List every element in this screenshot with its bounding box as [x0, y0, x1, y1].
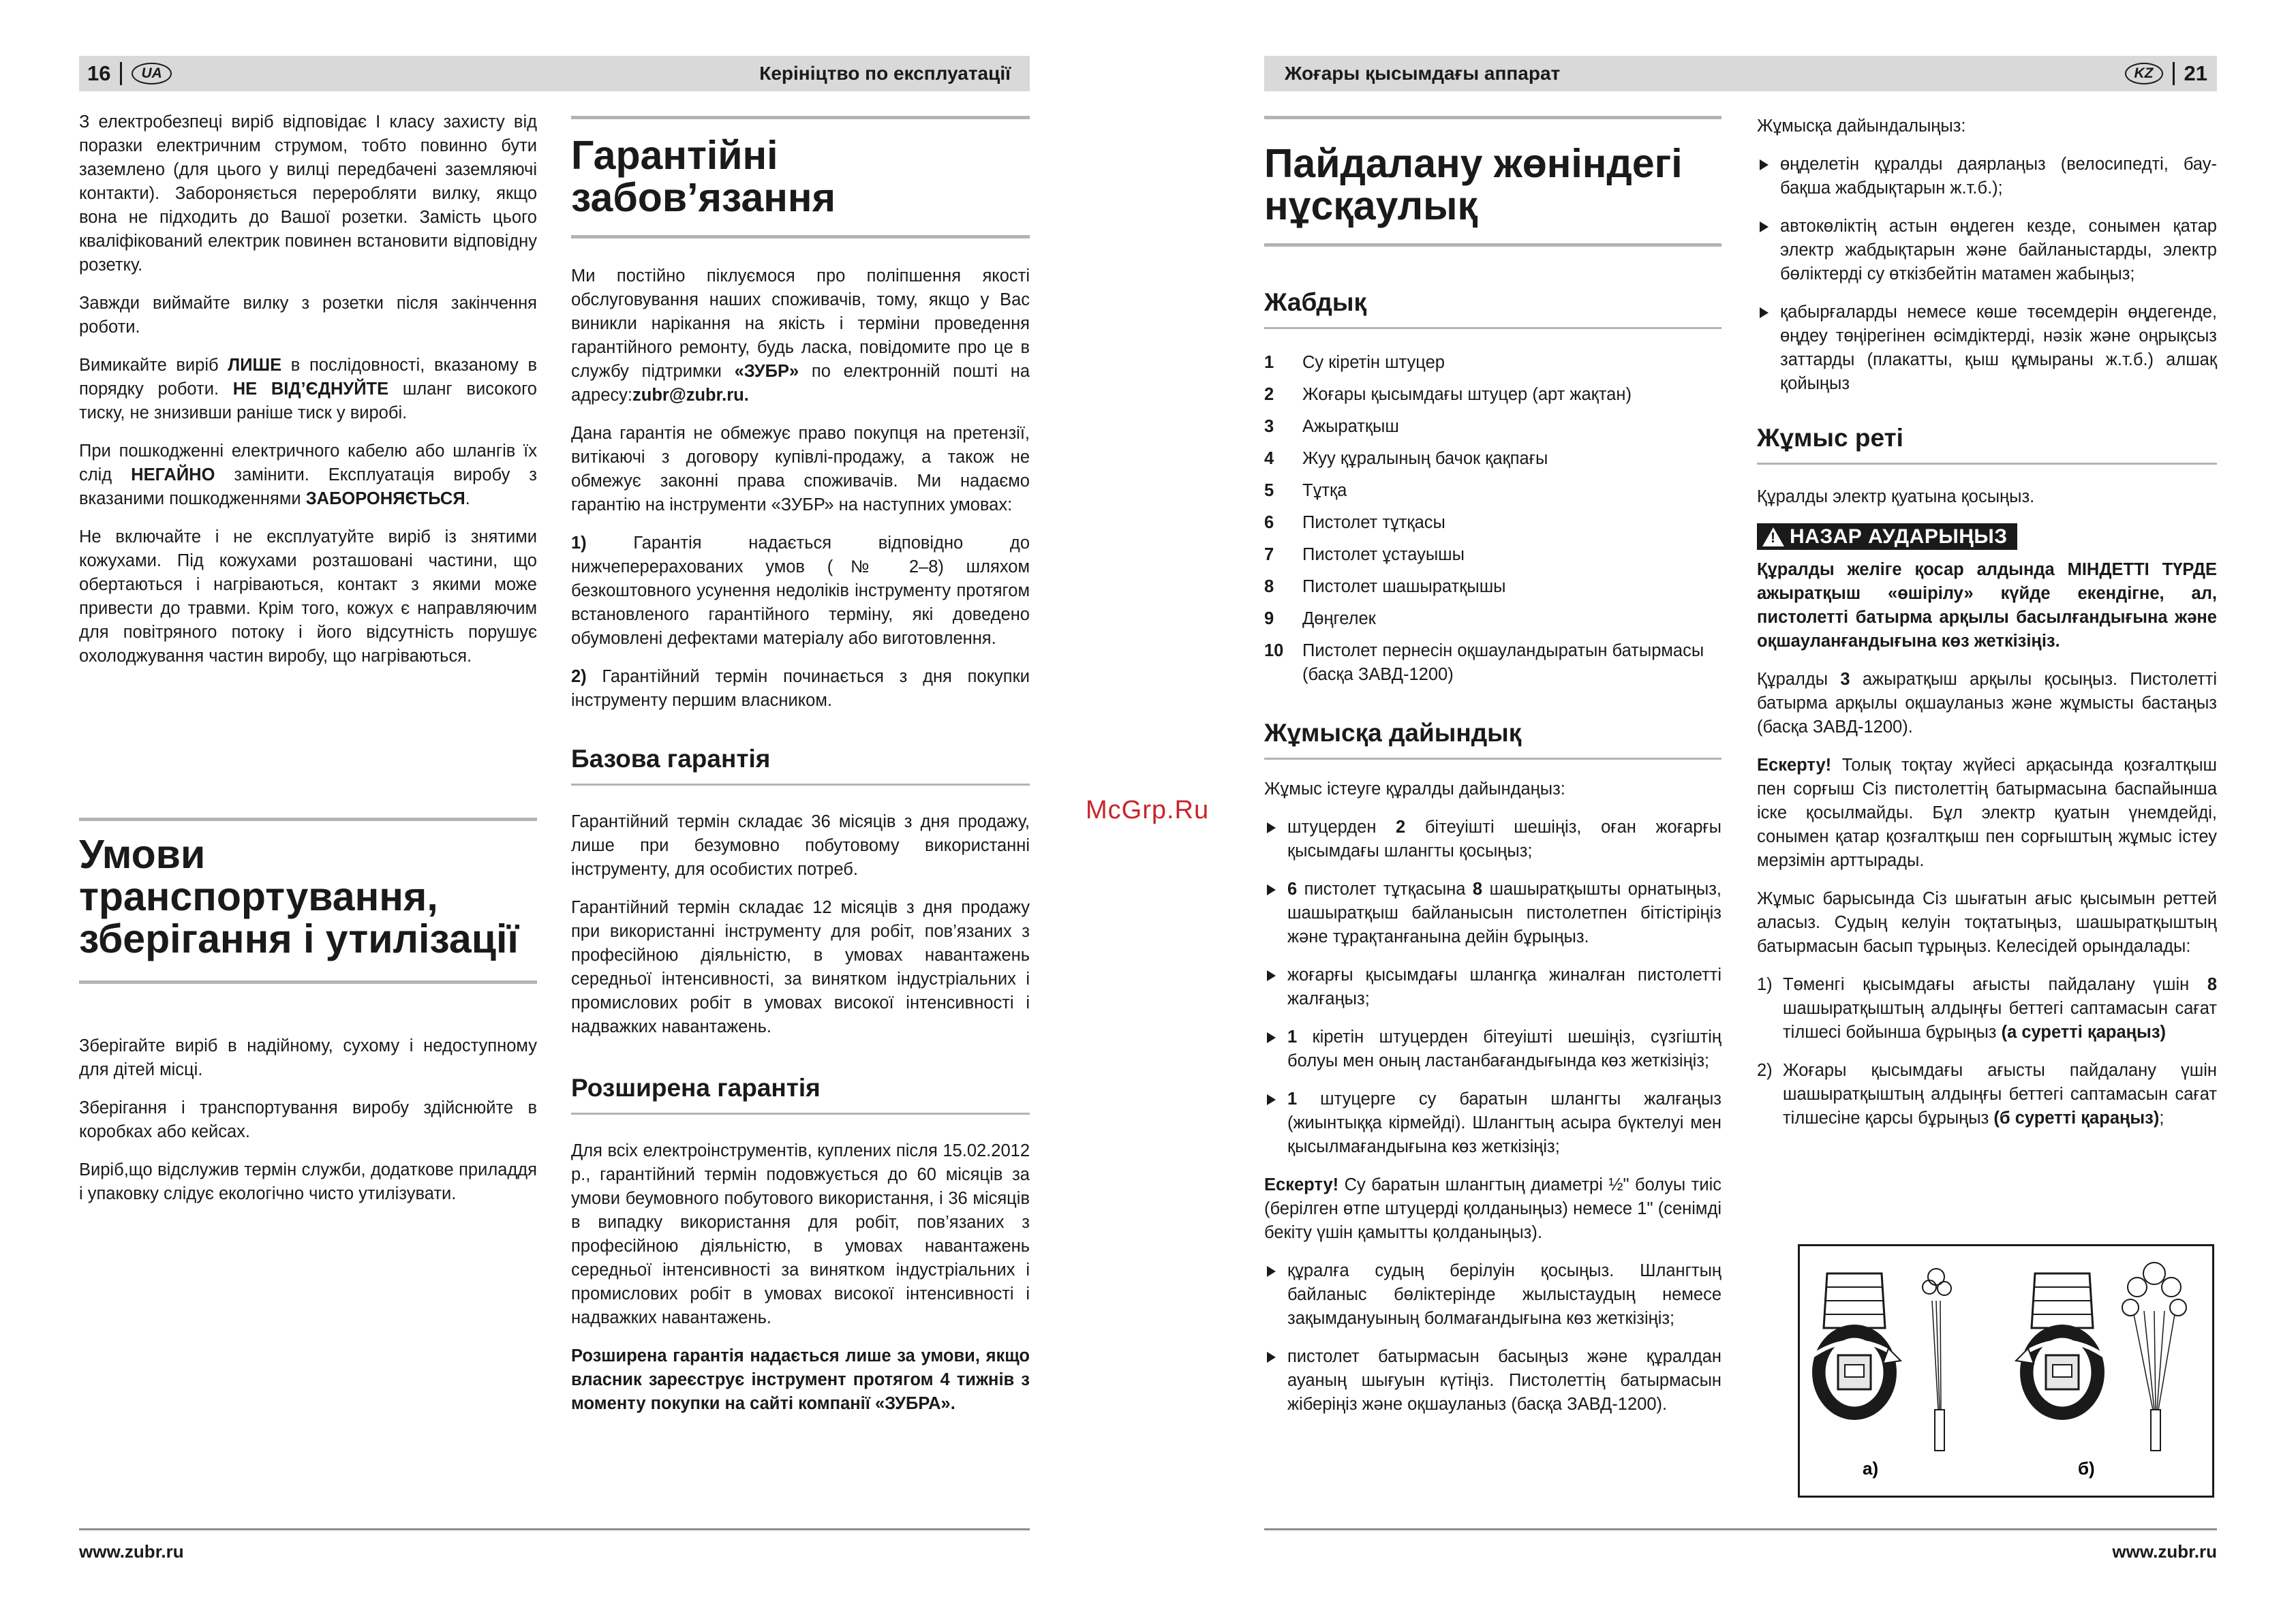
left-column-2	[571, 116, 1030, 1430]
bullet-item: 1 кіретін штуцерден бітеуішті шешіңіз, сүзгіштің болуы мен оның ластанбағандығында көз жеткізіңіз;	[1264, 1025, 1721, 1073]
footer-rule	[79, 1528, 1030, 1530]
section-rule	[1264, 116, 1721, 119]
section-rule	[79, 818, 537, 821]
list-item: 7 Пистолет ұстауышы	[1264, 545, 1465, 564]
ordered-item: 2) Жоғары қысымдағы ағысты пайдалану үшін шашыратқыштың алдыңғы беттегі саптамасын сағат тілшесіне қарсы бұрыңыз (б суретті қараңыз);	[1757, 1061, 2217, 1128]
page-number: 16	[87, 61, 111, 85]
paragraph: Гарантійний термін складає 36 місяців з дня продажу, лише при безумовно побутовому використанні інструменту, для особистих потреб.	[571, 812, 1030, 879]
left-page-header	[79, 56, 1030, 91]
subsection-heading: Базова гарантія	[571, 745, 771, 773]
warning-text: Құралды желіге қосар алдында МІНДЕТТІ ТҮРДЕ ажыратқыш «өшірілу» күйде екендігне, ал, пистолетті батырма арқылы басылғандығына және оқшауланғандығына көз жеткізіңіз.	[1757, 560, 2217, 651]
bullet-item: пистолет батырмасын басыңыз және құралдан ауаның шығуын күтіңіз. Пистолеттің батырмасын жіберіңіз және оқшауланыз (басқа ЗАВД-1200).	[1264, 1345, 1721, 1417]
storage-section	[79, 818, 537, 1220]
watermark: McGrp.Ru	[1086, 796, 1210, 824]
ordered-item: 1) Төменгі қысымдағы ағысты пайдалану үшін 8 шашыратқыштың алдыңғы беттегі саптамасын сағат тілшесі бойынша бұрыңыз (а суретті қараңыз)	[1757, 975, 2217, 1042]
equipment-list	[1264, 351, 1721, 687]
nozzle-illustration	[1800, 1246, 2212, 1496]
list-item: 6 Пистолет тұтқасы	[1264, 513, 1445, 532]
note-paragraph: Ескерту! Су баратын шлангтың диаметрі ½" болуы тиіс (берілген өтпе штуцерді қолданыңыз) немесе 1" (сенімді бекіту үшін қамытты қолданыңыз).	[1264, 1175, 1721, 1242]
nozzle-figure	[1798, 1244, 2214, 1498]
header-title: Жоғары қысымдағы аппарат	[1285, 63, 1561, 84]
bullet-item: 1 штуцерге су баратын шлангты жалғаңыз (жиынтыққа кірмейді). Шлангтың асыра бүктелуі мен қысылмағандығына көз жеткізіңіз;	[1264, 1087, 1721, 1159]
list-item: 10 Пистолет пернесін оқшауландыратын батырмасы (басқа ЗАВД-1200)	[1264, 641, 1704, 684]
paragraph: З електробезпеці виріб відповідає I класу захисту від поразки електричним струмом, тобто повинно бути заземлено (для цього у вилці передбачені заземляючі контакти). Забороняється переробляти вилку, якщо вона не підходить до Вашої розетки. Замість цього кваліфікований електрик повинен встановити відповідну розетку.	[79, 112, 537, 275]
paragraph: Құралды электр қуатына қосыңыз.	[1757, 487, 2035, 506]
footer-rule	[1264, 1528, 2217, 1530]
bullet-item: қабырғаларды немесе көше төсемдерін өңдегенде, өңдеу төңірегінен өсімдіктерді, нәзік және оңрықсыз заттарды (плакатты, қыш құмыраны ж.т.б.) алшақ қойыңыз	[1757, 300, 2217, 396]
bullet-item: штуцерден 2 бітеуішті шешіңіз, оған жоғарғы қысымдағы шлангты қосыңыз;	[1264, 816, 1721, 863]
paragraph: Розширена гарантія надається лише за умови, якщо власник зареєструє інструмент протягом 4 тижнів з моменту покупки на сайті компанії «ЗУБРА».	[571, 1346, 1030, 1413]
figure-label-b: б)	[2078, 1458, 2095, 1479]
section-heading: Гарантійні забов’язання	[571, 133, 836, 220]
paragraph: Гарантійний термін складає 12 місяців з дня продажу при використанні інструменту для робіт, пов’язаних з професійною діяльністю, в умовах навантажень середньої інтенсивності, за винятком індустріальних і промислових робіт в умовах високої інтенсивності і надважких навантажень.	[571, 898, 1030, 1036]
section-heading: Умови транспортування, зберігання і утилізації	[79, 832, 519, 961]
section-heading: Пайдалану жөніндегі нұсқаулық	[1264, 141, 1683, 228]
paragraph: Завжди виймайте вилку з розетки після закінчення роботи.	[79, 294, 537, 337]
warning-icon: !	[1762, 527, 1784, 546]
subsection-heading: Жұмыс реті	[1757, 424, 1903, 452]
bullet-item: 6 пистолет тұтқасына 8 шашыратқышты орнатыңыз, шашыратқыш байланысын пистолетпен бітістіріңіз және тұрақтанғанына дейін бұрыңыз.	[1264, 878, 1721, 949]
header-separator	[2173, 62, 2175, 85]
paragraph: Зберігання і транспортування виробу здійснюйте в коробках або кейсах.	[79, 1098, 537, 1141]
list-item: 3 Ажыратқыш	[1264, 417, 1399, 436]
list-item: 5 Тұтқа	[1264, 481, 1347, 500]
subsection-rule	[1264, 327, 1721, 329]
subsection-rule	[571, 1113, 1030, 1115]
paragraph: Құралды 3 ажыратқыш арқылы қосыңыз. Пистолетті батырма арқылы оқшауланыз және жұмысты бастаңыз (басқа ЗАВД-1200).	[1757, 670, 2217, 737]
bullet-item: құралға судың берілуін қосыңыз. Шлангтың байланыс бөліктерінде жылыстаудың немесе зақымдануының болмағандығына көз жеткізіңіз;	[1264, 1259, 1721, 1331]
left-column-1	[79, 110, 537, 683]
list-item: 4 Жуу құралының бачок қақпағы	[1264, 449, 1548, 468]
bullet-item: жоғарғы қысымдағы шлангқа жиналған пистолетті жалғаңыз;	[1264, 963, 1721, 1011]
page-number: 21	[2184, 61, 2207, 85]
note-paragraph: Ескерту! Толық тоқтау жүйесі арқасында қозғалтқыш пен сорғыш Сіз пистолеттің батырмасына баспайынша іске қосылмайды. Бұл электр қуатын үнемдейді, сонымен қатар қозғалтқыш пен сорғыштың жұмыс істеу мерзімін арттырады.	[1757, 756, 2217, 870]
paragraph: Для всіх електроінструментів, куплених після 15.02.2012 р., гарантійний термін подовжується до 60 місяців за умови беумовного побутового використання, і 36 місяців в випадку використання для робіт, пов’язаних з професійною діяльністю, в умовах навантажень середньої інтенсивності за винятком індустріальних і промислових робіт в умовах високої інтенсивності і надважких навантажень.	[571, 1141, 1030, 1327]
nozzle-a-icon	[1812, 1273, 1901, 1420]
subsection-heading: Жабдық	[1264, 288, 1367, 316]
subsection-rule	[1757, 463, 2217, 465]
paragraph: 2) Гарантійний термін починається з дня покупки інструменту першим власником.	[571, 667, 1030, 710]
list-item: 2 Жоғары қысымдағы штуцер (арт жақтан)	[1264, 385, 1632, 404]
bullet-item: автокөліктің астын өңдеген кезде, сонымен қатар электр жабдықтарын және байланыстарды, электр бөліктерді су өткізбейтін матамен жабыңыз;	[1757, 215, 2217, 286]
footer-website[interactable]: www.zubr.ru	[79, 1541, 184, 1562]
paragraph: Жұмыс барысында Сіз шығатын ағыс қысымын реттей аласыз. Судың келуін тоқтатыңыз, шашыратқыштың батырмасын басып тұрыңыз. Келесідей орындалады:	[1757, 889, 2217, 956]
paragraph: Вимикайте виріб ЛИШЕ в послідовності, вказаному в порядку роботи. НЕ ВІД’ЄДНУЙТЕ шланг високого тиску, не знизивши раніше тиск у виробі.	[79, 356, 537, 422]
paragraph: Не включайте і не експлуатуйте виріб із знятими кожухами. Під кожухами розташовані частини, що обертаються і нагріваються, контакт з якими може привести до травми. Крім того, кожух є направляючим для повітряного потоку і його відсутність порушує охолоджування частин виробу, що нагріваються.	[79, 527, 537, 666]
spray-narrow-icon	[1923, 1269, 1951, 1451]
section-rule	[1264, 243, 1721, 247]
paragraph: Жұмысқа дайындалыңыз:	[1757, 117, 1966, 136]
list-item: 8 Пистолет шашыратқышы	[1264, 577, 1506, 596]
subsection-heading: Жұмысқа дайындық	[1264, 719, 1522, 747]
email-link[interactable]: zubr@zubr.ru.	[632, 386, 749, 405]
figure-label-a: а)	[1863, 1458, 1879, 1479]
right-column-2	[1757, 114, 2217, 1145]
right-page-header	[1264, 56, 2217, 91]
paragraph: При пошкодженні електричного кабелю або шлангів їх слід НЕГАЙНО замінити. Експлуатація виробу з вказаними пошкодженнями ЗАБОРОНЯЄТЬСЯ.	[79, 442, 537, 508]
list-item: 1 Су кіретін штуцер	[1264, 353, 1445, 372]
bullet-item: өңделетін құралды даярлаңыз (велосипедті, бау-бақша жабдықтарын ж.т.б.);	[1757, 153, 2217, 200]
subsection-rule	[1264, 758, 1721, 760]
subsection-rule	[571, 784, 1030, 786]
paragraph: Виріб,що відслужив термін служби, додаткове приладдя і упаковку слідує екологічно чисто утилізувати.	[79, 1160, 537, 1203]
list-item: 9 Дөңгелек	[1264, 609, 1376, 628]
right-column-1	[1264, 116, 1721, 1431]
paragraph: Дана гарантія не обмежує право покупця на претензії, витікаючі з договору купівлі-продажу, а також не обмежує законні права споживачів. Ми надаємо гарантію на інструменти «ЗУБР» на наступних умовах:	[571, 424, 1030, 514]
warning-badge: ! НАЗАР АУДАРЫҢЫЗ	[1757, 523, 2017, 550]
paragraph: Жұмыс істеуге құралды дайындаңыз:	[1264, 779, 1565, 799]
paragraph: Зберігайте виріб в надійному, сухому і недоступному для дітей місці.	[79, 1036, 537, 1079]
footer-website[interactable]: www.zubr.ru	[2112, 1541, 2217, 1562]
language-badge: KZ	[2125, 63, 2163, 84]
header-title: Керініцтво по експлуатації	[759, 63, 1011, 84]
header-separator	[120, 62, 122, 85]
paragraph: 1) Гарантія надається відповідно до нижчеперерахованих умов (№ 2–8) шляхом безкоштовного усунення недоліків інструменту протягом встановленого гарантійного терміну, які доведено обумовлені дефектами матеріалу або виготовлення.	[571, 534, 1030, 648]
section-rule	[571, 116, 1030, 119]
paragraph: Ми постійно піклуємося про поліпшення якості обслуговування наших споживачів, тому, якщо у Вас виникли нарікання на якість і терміни проведення гарантійного ремонту, будь ласка, повідомите про це в службу підтримки «ЗУБР» по електронній пошті на адресу:zubr@zubr.ru.	[571, 266, 1030, 405]
subsection-heading: Розширена гарантія	[571, 1074, 821, 1102]
spray-wide-icon	[2122, 1263, 2186, 1451]
language-badge: UA	[132, 63, 171, 84]
nozzle-b-icon	[2016, 1273, 2104, 1420]
section-rule	[79, 980, 537, 984]
section-rule	[571, 235, 1030, 238]
